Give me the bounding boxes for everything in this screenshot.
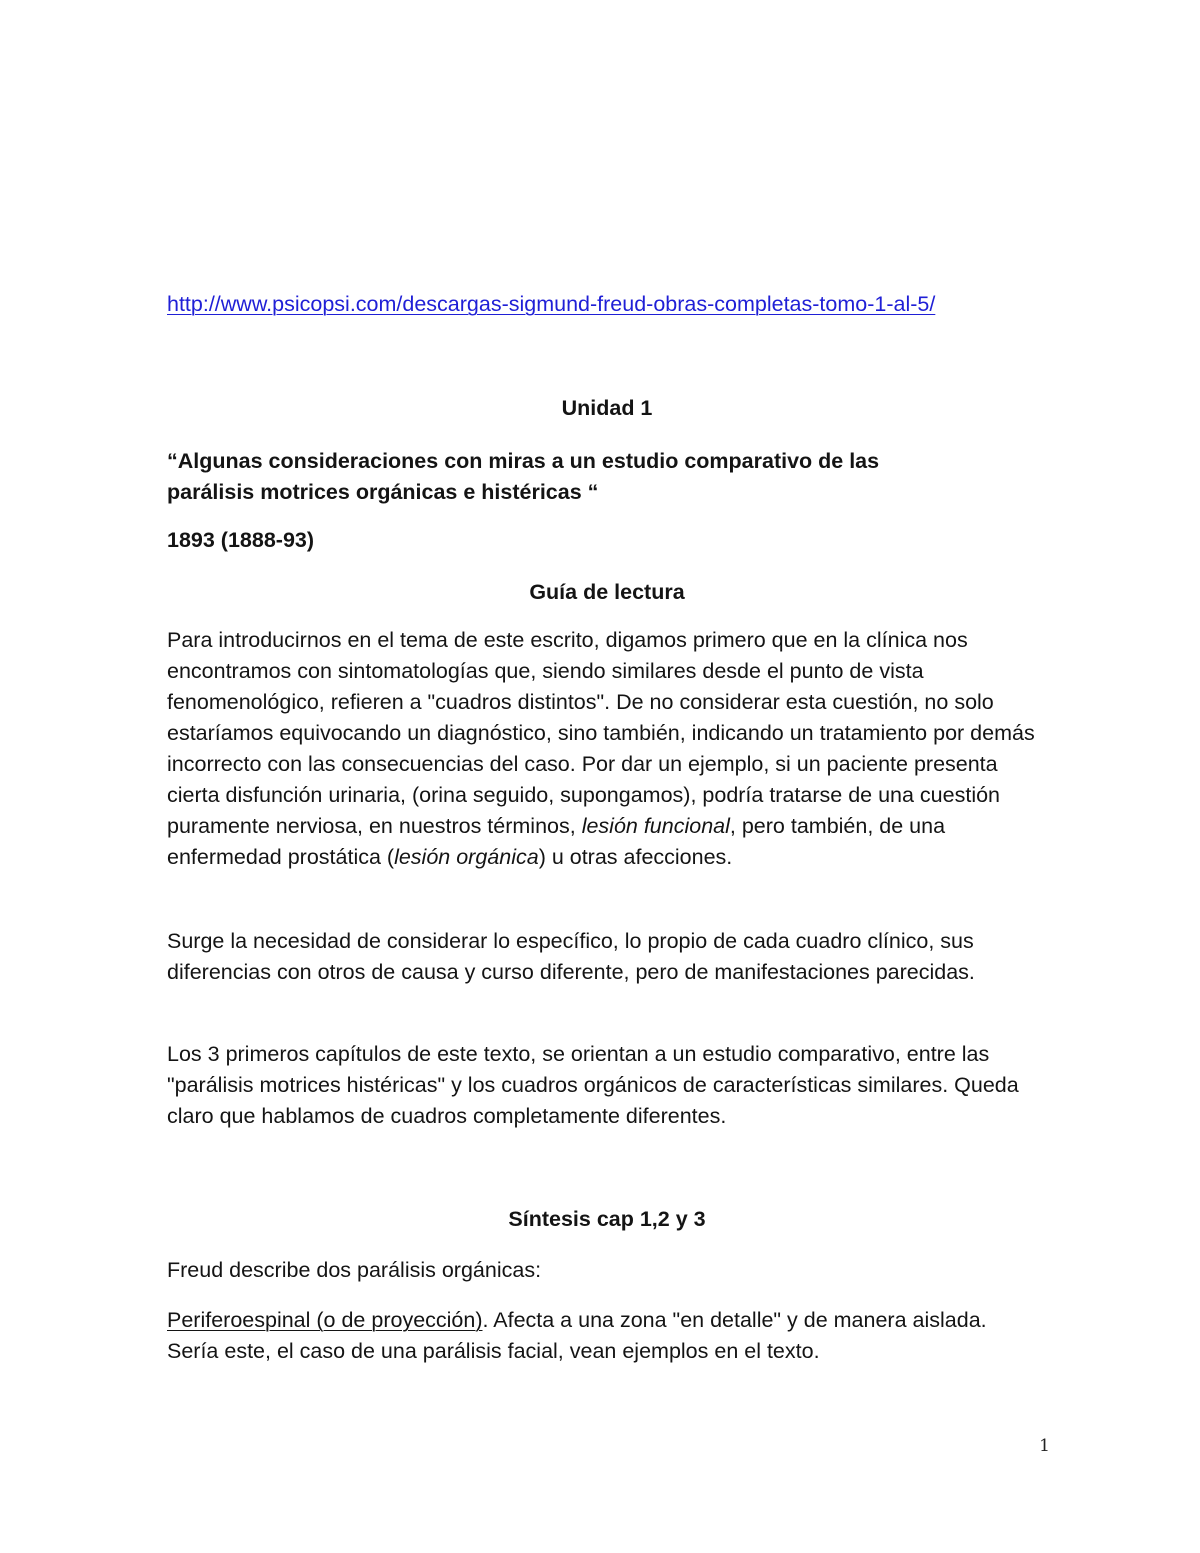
- paragraph-intro-text: Para introducirnos en el tema de este escrito, digamos primero que en la clínica nos encontramos con sintomatologías que, siendo similares desde el punto de vista fenomenológico, refieren a "cuadros distintos". De no considerar esta cuestión, no solo estaríamos equivocando un diagnóstico, sino también, indicando un tratamiento por demás incorrecto con las consecuencias del caso. Por dar un ejemplo, si un paciente presenta cierta disfunción urinaria, (orina seguido, supongamos), podría tratarse de una cuestión puramente nerviosa, en nuestros términos,: [167, 628, 1035, 838]
- term-organic-lesion: lesión orgánica: [394, 845, 539, 869]
- synthesis-heading: Síntesis cap 1,2 y 3: [508, 1207, 706, 1231]
- source-link[interactable]: http://www.psicopsi.com/descargas-sigmund-freud-obras-completas-tomo-1-al-5/: [167, 292, 936, 316]
- paragraph-periferoespinal-text: . Afecta a una zona "en detalle" y de manera aislada. Sería este, el caso de una parálisis facial, vean ejemplos en el texto.: [167, 1308, 987, 1363]
- term-periferoespinal: Periferoespinal (o de proyección): [167, 1308, 483, 1332]
- paragraph-two-paralyses: Freud describe dos parálisis orgánicas:: [167, 1258, 542, 1282]
- work-title-line-2: parálisis motrices orgánicas e histéricas “: [167, 480, 599, 504]
- work-title-line-1: “Algunas consideraciones con miras a un estudio comparativo de las: [167, 449, 880, 473]
- paragraph-chapters: Los 3 primeros capítulos de este texto, se orientan a un estudio comparativo, entre las "parálisis motrices histéricas" y los cuadros orgánicos de características similares. Queda claro que hablamos de cuadros completamente diferentes.: [167, 1042, 1019, 1128]
- paragraph-intro-text-3: ) u otras afecciones.: [538, 845, 733, 869]
- term-functional-lesion: lesión funcional: [581, 814, 730, 838]
- paragraph-periferoespinal: [167, 1305, 1027, 1367]
- guide-heading: Guía de lectura: [529, 580, 685, 604]
- page-number: 1: [1039, 1436, 1050, 1456]
- paragraph-intro: [167, 625, 1039, 873]
- unit-title: Unidad 1: [561, 396, 653, 420]
- paragraph-intro-text-2: , pero también, de una enfermedad prostática (: [167, 814, 946, 869]
- work-title: [167, 446, 1047, 508]
- paragraph-need: Surge la necesidad de considerar lo específico, lo propio de cada cuadro clínico, sus diferencias con otros de causa y curso diferente, pero de manifestaciones parecidas.: [167, 929, 975, 984]
- work-date: 1893 (1888-93): [167, 528, 315, 552]
